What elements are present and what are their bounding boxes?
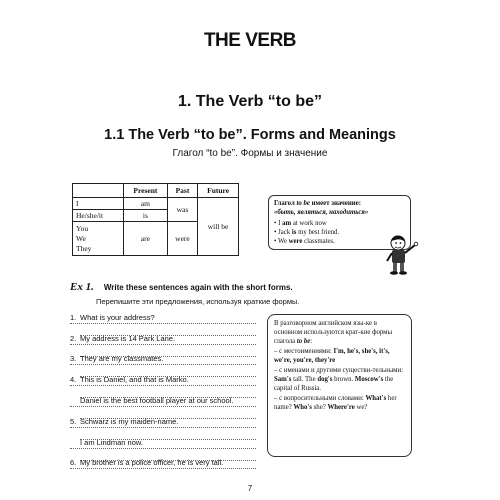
table-subject-you: You xyxy=(76,223,89,233)
exercise-item: Daniel is the best football player at our school. xyxy=(70,395,256,407)
exercise-item: 3. They are my classmates. xyxy=(70,353,256,365)
short-forms-nouns: – с именами и другими существи-тельными: Sam's tall. The dog's brown. Moscow's the capital of Russia. xyxy=(274,367,403,392)
meaning-title-pre: Глагол xyxy=(274,200,297,207)
meaning-title-verb: to be xyxy=(296,200,310,207)
verb-forms-table xyxy=(72,183,239,256)
section-subtitle: Глагол “to be”. Формы и значение xyxy=(172,148,328,159)
exercise-header xyxy=(70,277,410,306)
meaning-example: • We were classmates. xyxy=(274,238,335,245)
table-header-future: Future xyxy=(198,184,239,198)
table-present-am: am xyxy=(124,198,168,210)
table-subject-they: They xyxy=(76,243,92,253)
exercise-instruction-en: Write these sentences again with the short forms. xyxy=(103,283,293,292)
exercise-item: 5. Schwarz is my maiden-name. xyxy=(70,416,256,428)
table-corner-cell xyxy=(73,184,124,198)
table-subject-plural xyxy=(73,222,124,256)
meaning-example: • Jack is my best friend. xyxy=(274,229,340,236)
exercise-label: Ex 1. xyxy=(70,281,94,293)
table-subject-i: I xyxy=(73,198,124,210)
table-present-are: are xyxy=(124,222,168,256)
table-future-will-be: will be xyxy=(198,198,239,256)
table-header-past: Past xyxy=(167,184,197,198)
table-subject-he-she-it: He/she/it xyxy=(73,210,124,222)
meaning-example: • I am at work now xyxy=(274,220,327,227)
short-forms-box xyxy=(267,314,412,457)
exercise-item: 6. My brother is a police officer, he is very tall. xyxy=(70,457,256,469)
exercise-instruction-ru: Перепишите эти предложения, используя краткие формы. xyxy=(96,297,300,306)
section-title: 1.1 The Verb “to be”. Forms and Meanings xyxy=(104,127,396,143)
short-forms-intro: В разговорном английском язы-ке в основном используются крат-кие формы глагола to be: xyxy=(274,320,393,345)
page-number: 7 xyxy=(247,484,253,493)
table-past-was: was xyxy=(167,198,197,222)
table-header-present: Present xyxy=(124,184,168,198)
meaning-box-meaning: «быть, являться, находиться» xyxy=(274,209,369,216)
short-forms-pronouns: – с местоимениями: I'm, he's, she's, it's, we're, you're, they're xyxy=(274,348,390,364)
exercise-item: I am Lindman now. xyxy=(70,437,256,449)
exercise-item: 2. My address is 14 Park Lane. xyxy=(70,333,256,345)
meaning-box-title xyxy=(274,199,405,208)
chapter-title: 1. The Verb “to be” xyxy=(177,93,323,110)
table-past-were: were xyxy=(167,222,197,256)
meaning-title-post: имеет значение: xyxy=(309,200,361,207)
table-subject-we: We xyxy=(76,233,86,243)
table-present-is: is xyxy=(124,210,168,222)
short-forms-questions: – с вопросительными словами: What's her name? Who's she? Where're we? xyxy=(274,395,397,411)
main-title: THE VERB xyxy=(203,30,297,51)
exercise-item: 1. What is your address? xyxy=(70,312,256,324)
exercise-item: 4. This is Daniel, and that is Marko. xyxy=(70,374,256,386)
cartoon-character-illustration xyxy=(382,232,422,276)
